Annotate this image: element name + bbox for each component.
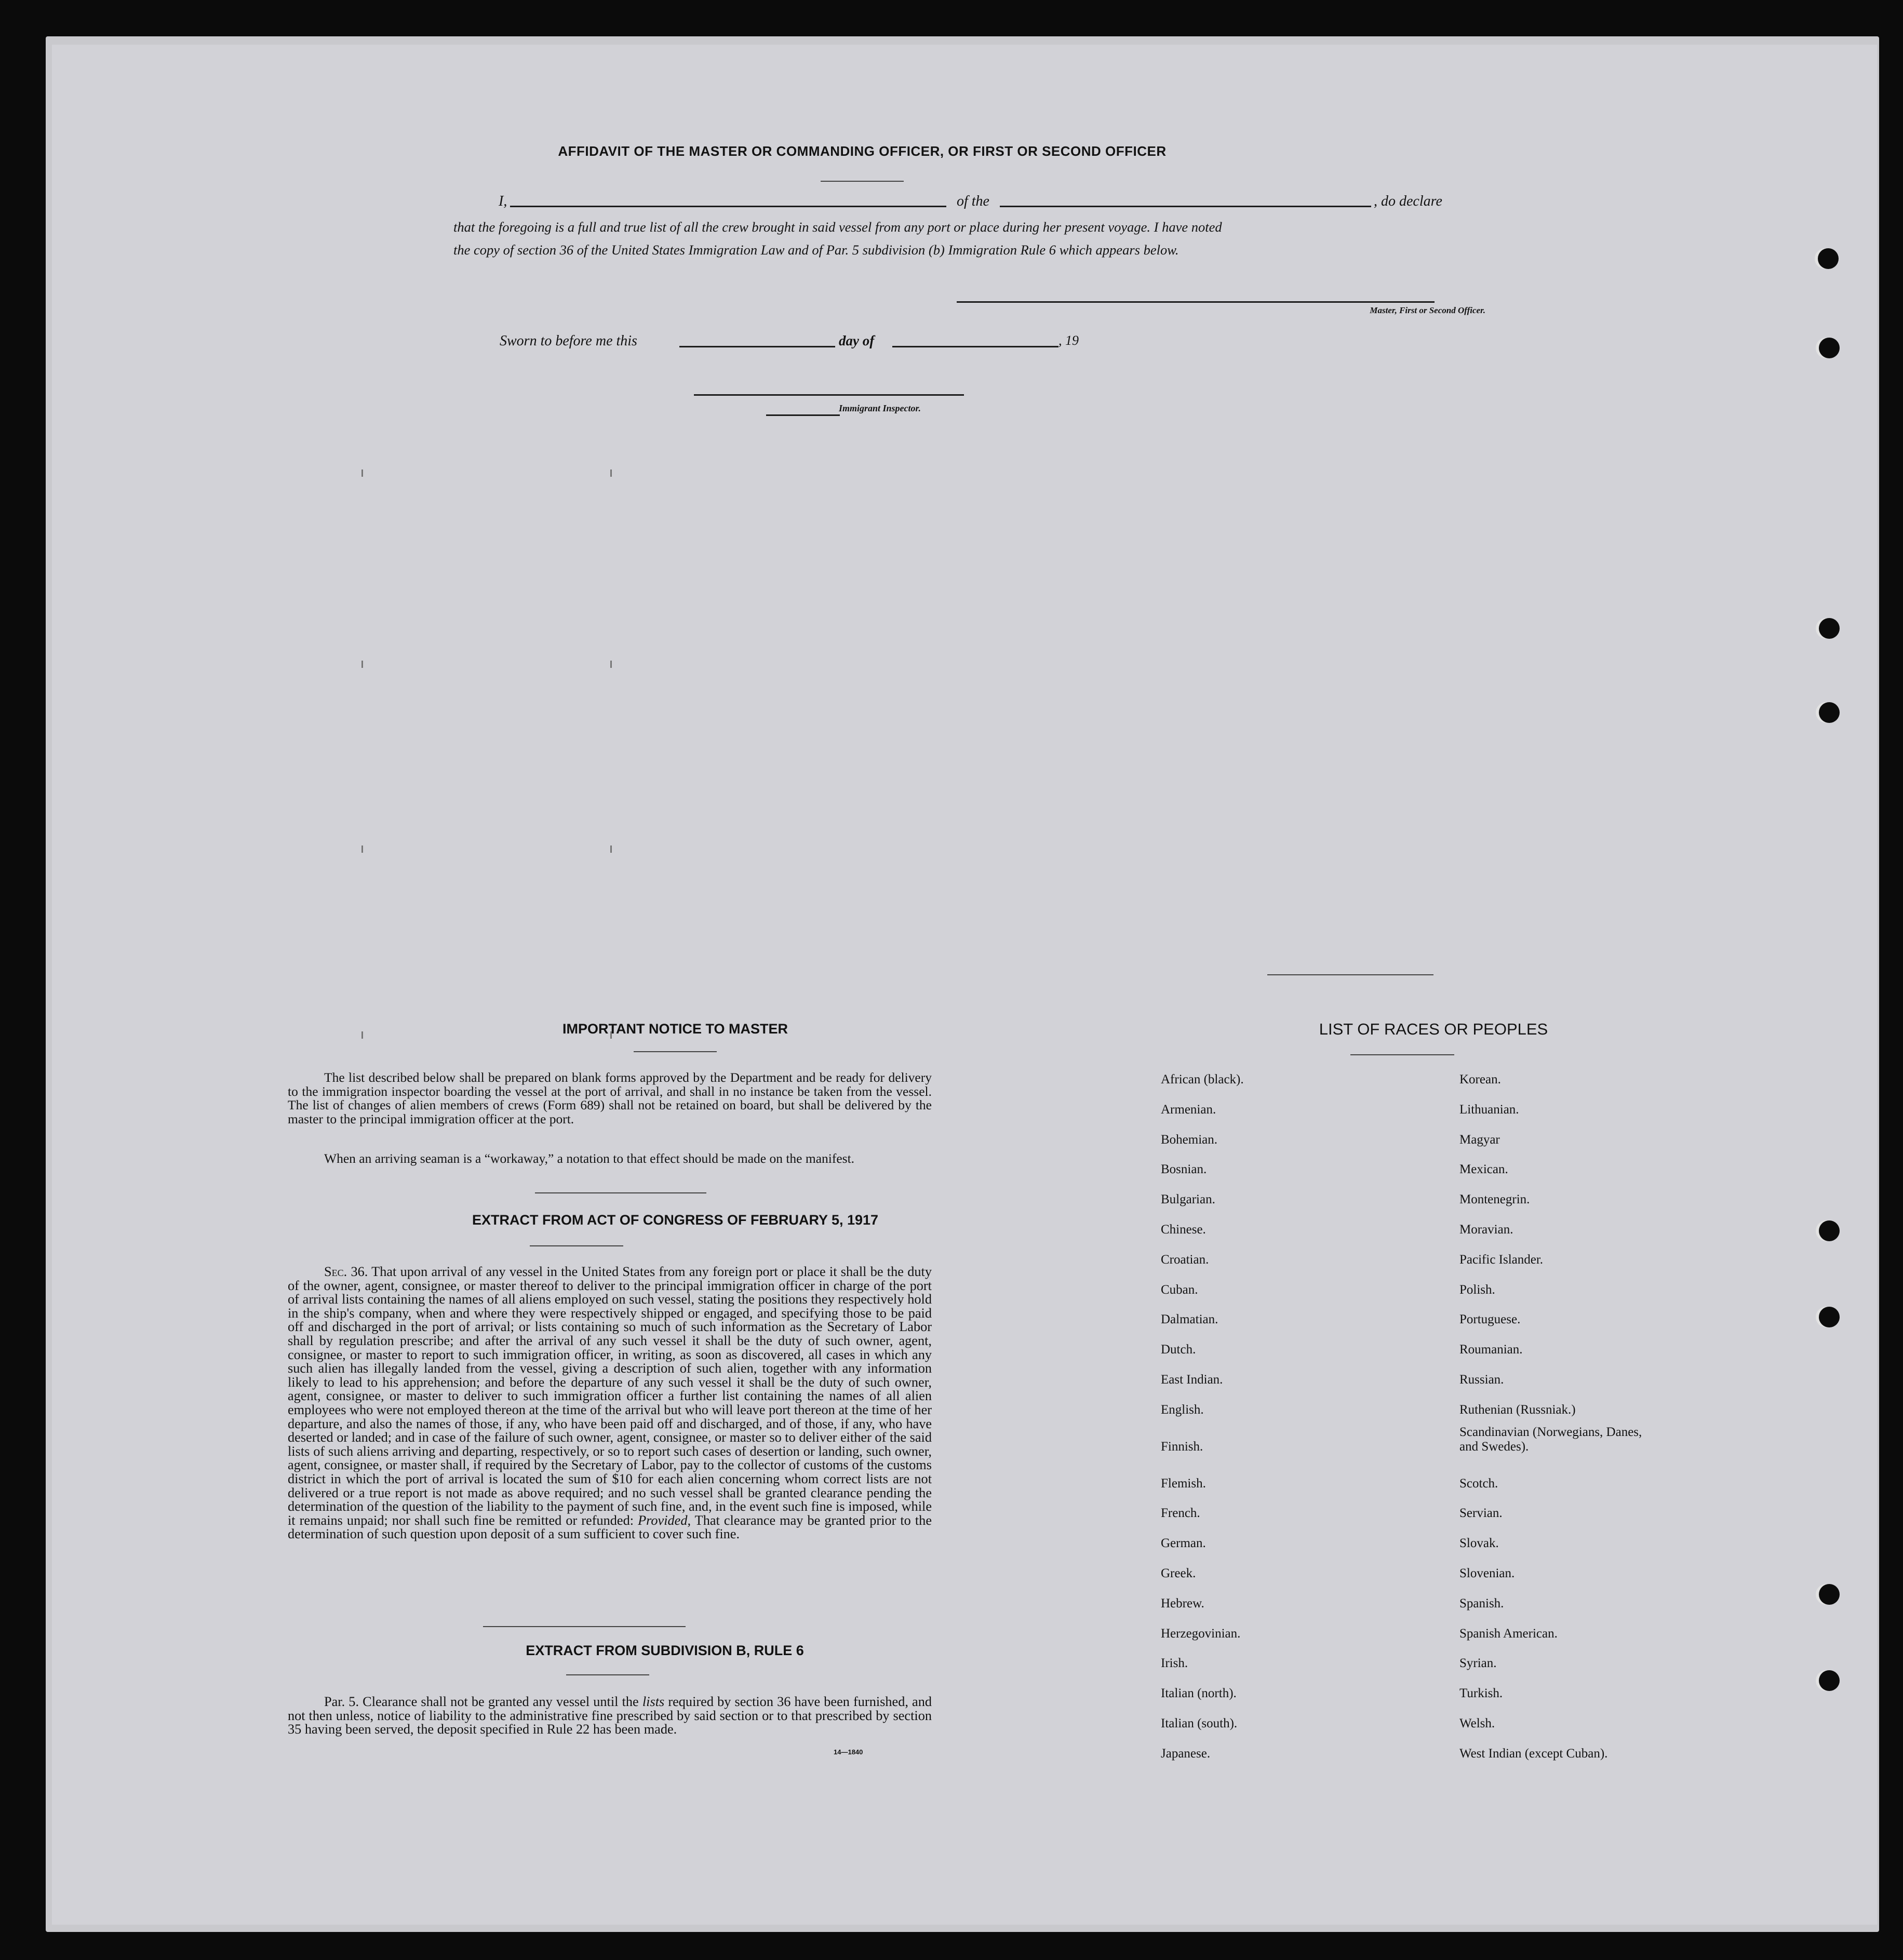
punch-hole-icon xyxy=(1819,1220,1840,1241)
act-extract-title: EXTRACT FROM ACT OF CONGRESS OF FEBRUARY 5, 1917 xyxy=(472,1212,879,1228)
race-item: Ruthenian (Russniak.) xyxy=(1459,1402,1576,1417)
race-item: Chinese. xyxy=(1161,1222,1206,1237)
affidavit-line-2: that the foregoing is a full and true list of all the crew brought in said vessel from any port or place during her present voyage. I have noted xyxy=(453,219,1222,235)
affidavit-declare-label: , do declare xyxy=(1374,193,1442,209)
race-item: Polish. xyxy=(1459,1282,1495,1297)
section-36-body-end: That clearance may be granted prior to the determination of such question upon deposit of a sum sufficient to cover such fine. xyxy=(288,1512,932,1542)
punch-hole-icon xyxy=(1819,1307,1840,1327)
affidavit-title: AFFIDAVIT OF THE MASTER OR COMMANDING OFFICER, OR FIRST OR SECOND OFFICER xyxy=(558,143,1167,159)
lists-word: lists xyxy=(642,1694,665,1709)
race-item: Scotch. xyxy=(1459,1476,1498,1491)
races-right-column xyxy=(1459,1065,1657,1769)
section-36-text xyxy=(288,1265,932,1541)
column-tick xyxy=(610,845,612,853)
race-item: French. xyxy=(1161,1506,1200,1521)
punch-hole-icon xyxy=(1818,248,1839,269)
races-top-rule xyxy=(1267,974,1433,975)
race-item: Turkish. xyxy=(1459,1686,1503,1701)
sworn-day-field[interactable] xyxy=(679,346,835,347)
sworn-label: Sworn to before me this xyxy=(500,333,637,349)
year-label: , 19 xyxy=(1058,333,1079,348)
race-item: Magyar xyxy=(1459,1132,1500,1147)
race-item: English. xyxy=(1161,1402,1204,1417)
inspector-caption-rule xyxy=(766,414,840,416)
affidavit-of-the-label: of the xyxy=(957,193,989,209)
race-item: Bosnian. xyxy=(1161,1162,1207,1177)
notice-divider xyxy=(535,1192,706,1193)
race-item: Mexican. xyxy=(1459,1162,1508,1177)
race-item: Bulgarian. xyxy=(1161,1192,1215,1207)
races-title-rule xyxy=(1350,1054,1454,1055)
race-item: Lithuanian. xyxy=(1459,1102,1519,1117)
race-item: Scandinavian (Norwegians, Danes, and Swedes). xyxy=(1459,1425,1642,1454)
notice-title: IMPORTANT NOTICE TO MASTER xyxy=(562,1021,788,1037)
punch-hole-icon xyxy=(1819,1670,1840,1691)
rule-extract-title-rule xyxy=(566,1674,649,1675)
affidavit-i-label: I, xyxy=(499,193,507,209)
punch-hole-icon xyxy=(1819,618,1840,639)
race-item: Spanish. xyxy=(1459,1596,1504,1610)
race-item: Irish. xyxy=(1161,1656,1188,1671)
par-5-text-before: Clearance shall not be granted any vessel until the xyxy=(363,1694,639,1709)
race-item: Spanish American. xyxy=(1459,1626,1558,1641)
provided-label: Provided, xyxy=(638,1512,691,1528)
master-signature-field[interactable] xyxy=(957,301,1435,303)
par-5-label: Par. 5. xyxy=(324,1694,359,1709)
form-page xyxy=(52,45,1877,1925)
section-36-body: That upon arrival of any vessel in the United States from any foreign port or place it shall be the duty of the owner, agent, consignee, or master thereof to deliver to the principal immigration officer in charge of the port of arrival lists containing the names of all aliens employed on such vessel, stating the positions they respectively hold in the ship's company, when and where they were respectively shipped or engaged, and specifying those to be paid off and discharged in the port of arrival; or lists containing so much of such information as the Secretary of Labor shall by regulation prescribe; and after the arrival of any such vessel it shall be the duty of such owner, agent, consignee, or master to report to such immigration officer, in writing, as soon as discovered, all cases in which any such alien has illegally landed from the vessel, giving a description of such alien, together with any information likely to lead to his apprehension; and before the departure of any such vessel it shall be the duty of such owner, agent, consignee, or master to deliver to such immigration officer a further list containing the names of all alien employees who were not employed thereon at the time of the arrival but who will leave port thereon at the time of her departure, and also the names of those, if any, who have been paid off and discharged, and of those, if any, who have deserted or landed; and in case of the failure of such owner, agent, consignee, or master so to deliver either of the said lists of such aliens arriving and departing, respectively, or so to report such cases of desertion or landing, such owner, agent, consignee, or master shall, if required by the Secretary of Labor, pay to the collector of customs of the customs district in which the port of arrival is located the sum of $10 for each alien concerning whom correct lists are not delivered or a true report is not made as above required; and no such vessel shall be granted clearance pending the determination of the question of the liability to the payment of such fine, and, in the event such fine is imposed, while it remains unpaid; nor shall such fine be remitted or refunded: xyxy=(288,1264,932,1528)
races-title: LIST OF RACES OR PEOPLES xyxy=(1319,1020,1548,1038)
race-item: African (black). xyxy=(1161,1072,1244,1086)
race-item: Russian. xyxy=(1459,1372,1504,1387)
act-extract-title-rule xyxy=(530,1245,623,1246)
par-5-text xyxy=(288,1695,932,1737)
inspector-caption: Immigrant Inspector. xyxy=(839,403,921,413)
column-tick xyxy=(361,469,363,477)
race-item: German. xyxy=(1161,1536,1206,1551)
race-item: Cuban. xyxy=(1161,1282,1198,1297)
race-item: Italian (south). xyxy=(1161,1716,1238,1730)
section-36-label: Sec. 36. xyxy=(324,1264,368,1279)
race-item: Slovak. xyxy=(1459,1536,1499,1551)
day-of-label: day of xyxy=(839,333,875,348)
race-item: Flemish. xyxy=(1161,1476,1206,1491)
race-item: Hebrew. xyxy=(1161,1596,1204,1610)
race-item: Japanese. xyxy=(1161,1746,1211,1761)
punch-hole-icon xyxy=(1819,1584,1840,1605)
race-item: Slovenian. xyxy=(1459,1566,1515,1580)
vessel-name-field[interactable] xyxy=(1000,206,1371,207)
act-extract-divider xyxy=(483,1626,686,1627)
race-item: Welsh. xyxy=(1459,1716,1495,1730)
punch-hole-icon xyxy=(1819,702,1840,723)
race-item: Syrian. xyxy=(1459,1656,1497,1671)
column-tick xyxy=(361,1031,363,1039)
master-signature-caption: Master, First or Second Officer. xyxy=(1370,305,1485,315)
race-item: Moravian. xyxy=(1459,1222,1513,1237)
race-item: Portuguese. xyxy=(1459,1312,1521,1327)
affidavit-line-3: the copy of section 36 of the United States Immigration Law and of Par. 5 subdivision (b) Immigration Rule 6 which appears below. xyxy=(453,242,1179,258)
race-item: Montenegrin. xyxy=(1459,1192,1530,1207)
rule-extract-title: EXTRACT FROM SUBDIVISION B, RULE 6 xyxy=(526,1643,804,1658)
races-left-column xyxy=(1161,1065,1244,1769)
sworn-month-field[interactable] xyxy=(892,346,1058,347)
race-item: Italian (north). xyxy=(1161,1686,1237,1701)
affidavit-title-rule xyxy=(821,181,904,182)
par-5-text-after: required by section 36 have been furnished, and not then unless, notice of liability to the administrative fine prescribed by said section or to that prescribed by section 35 having been served, the deposit specified in Rule 22 has been made. xyxy=(288,1694,932,1737)
notice-title-rule xyxy=(634,1051,717,1052)
column-tick xyxy=(610,469,612,477)
race-item: West Indian (except Cuban). xyxy=(1459,1746,1608,1761)
race-item: Pacific Islander. xyxy=(1459,1252,1544,1267)
race-item: Roumanian. xyxy=(1459,1343,1523,1357)
notice-paragraph-1: The list described below shall be prepared on blank forms approved by the Department and be ready for delivery to the immigration inspector boarding the vessel at the port of arrival, and shall in no instance be taken from the vessel. The list of changes of alien members of crews (Form 689) shall not be retained on board, but shall be delivered by the master to the principal immigration officer at the port. xyxy=(288,1070,932,1126)
race-item: Finnish. xyxy=(1161,1439,1203,1454)
column-tick xyxy=(361,845,363,853)
race-item: Korean. xyxy=(1459,1072,1501,1086)
punch-hole-icon xyxy=(1819,338,1840,358)
notice-paragraph-2: When an arriving seaman is a “workaway,” a notation to that effect should be made on the manifest. xyxy=(324,1151,855,1166)
inspector-signature-field[interactable] xyxy=(694,394,964,396)
race-item: Greek. xyxy=(1161,1566,1196,1580)
master-name-field[interactable] xyxy=(510,206,946,207)
race-item: Herzegovinian. xyxy=(1161,1626,1241,1641)
race-item: Dutch. xyxy=(1161,1343,1196,1357)
column-tick xyxy=(610,661,612,668)
race-item: East Indian. xyxy=(1161,1372,1223,1387)
form-number: 14—1840 xyxy=(834,1748,863,1756)
race-item: Bohemian. xyxy=(1161,1132,1218,1147)
race-item: Armenian. xyxy=(1161,1102,1216,1117)
race-item: Croatian. xyxy=(1161,1252,1209,1267)
race-item: Dalmatian. xyxy=(1161,1312,1218,1327)
column-tick xyxy=(361,661,363,668)
race-item: Servian. xyxy=(1459,1506,1503,1521)
